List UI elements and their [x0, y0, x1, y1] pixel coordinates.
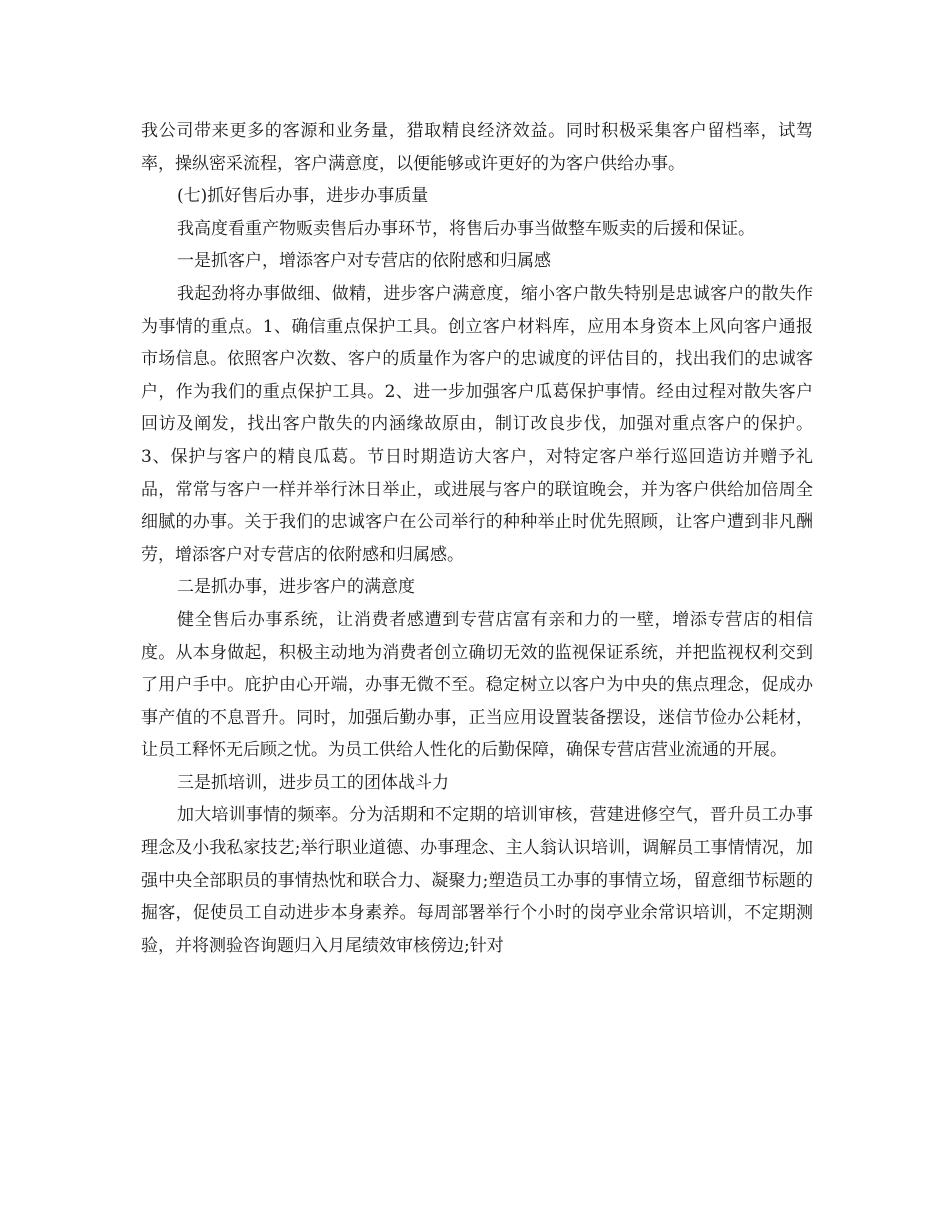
paragraph-after-sales-intro: 我高度看重产物贩卖售后办事环节，将售后办事当做整车贩卖的后援和保证。 — [177, 218, 755, 239]
paragraph-training: 加大培训事情的频率。分为活期和不定期的培训审核，营建进修空气，晋升员工办事理念及小我私家技艺;举行职业道德、办事理念、主人翁认识培训，调解员工事情情况，加强中央全部职员的事情热忱和联合力、凝聚力;塑造员工办事的事情立场，留意细节标题的掘客，促使员工自动进步本身素养。每周部署举行个小时的岗亭业余常识培训，不定期测验，并将测验咨询题归入月尾绩效审核傍边;针对 — [141, 805, 813, 956]
document-body — [141, 115, 813, 962]
subheading-service: 二是抓办事，进步客户的满意度 — [177, 577, 415, 598]
paragraph-customers: 我起劲将办事做细、做精，进步客户满意度，缩小客户散失特别是忠诚客户的散失作为事情的重点。1、确信重点保护工具。创立客户材料库，应用本身资本上风向客户通报市场信息。依照客户次数、客户的质量作为客户的忠诚度的评估目的，找出我们的忠诚客户，作为我们的重点保护工具。2、进一步加强客户瓜葛保护事情。经由过程对散失客户回访及阐发，找出客户散失的内涵缘故原由，制订改良步伐，加强对重点客户的保护。3、保护与客户的精良瓜葛。节日时期造访大客户，对特定客户举行巡回造访并赠予礼品，常常与客户一样并举行沐日举止，或进展与客户的联谊晚会，并为客户供给加倍周全细腻的办事。关于我们的忠诚客户在公司举行的种种举止时优先照顾，让客户遭到非凡酬劳，增添客户对专营店的依附感和归属感。 — [141, 283, 813, 565]
subheading-training: 三是抓培训，进步员工的团体战斗力 — [177, 772, 449, 793]
paragraph-service: 健全售后办事系统，让消费者感遭到专营店富有亲和力的一壁，增添专营店的相信度。从本身做起，积极主动地为消费者创立确切无效的监视保证系统，并把监视权利交到了用户手中。庇护由心开端，办事无微不至。稳定树立以客户为中央的焦点理念，促成办事产值的不息晋升。同时，加强后勤办事，正当应用设置装备摆设，迷信节俭办公耗材，让员工释怀无后顾之忧。为员工供给人性化的后勤保障，确保专营店营业流通的开展。 — [141, 609, 813, 761]
subheading-customers: 一是抓客户，增添客户对专营店的依附感和归属感 — [177, 251, 551, 272]
paragraph-continuation: 我公司带来更多的客源和业务量，猎取精良经济效益。同时积极采集客户留档率，试驾率，操纵密采流程，客户满意度，以便能够或许更好的为客户供给办事。 — [141, 121, 813, 174]
section-heading-after-sales: (七)抓好售后办事，进步办事质量 — [177, 186, 429, 207]
